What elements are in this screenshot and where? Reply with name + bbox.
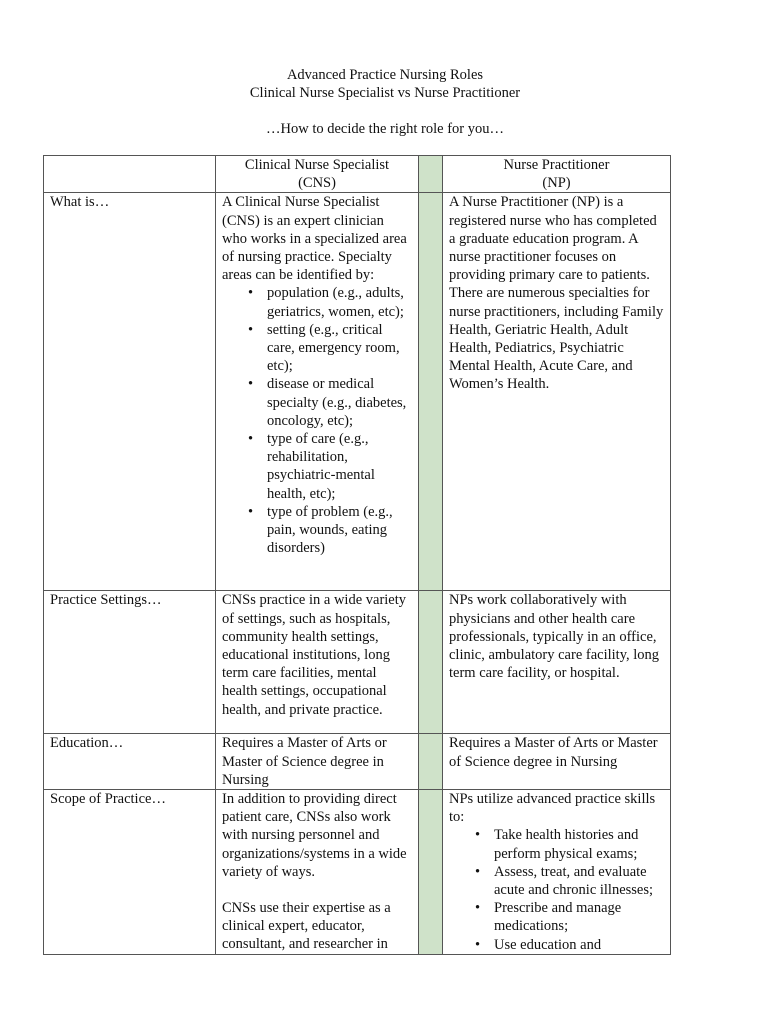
list-item: • Prescribe and manage medications; [494,899,664,935]
comparison-table [43,155,671,955]
header-empty-cell [44,156,216,193]
row-label: What is… [44,193,216,591]
green-divider-column [419,591,443,734]
np-text: NPs utilize advanced practice skills to: [449,791,656,826]
green-divider-column [419,156,443,193]
header-cns [216,156,419,193]
cns-bullet-list [222,284,412,557]
np-cell: NPs work collaboratively with physicians and other health care professionals, typically in an office, clinic, ambulatory care facility, long term care facility, or hospital. [443,591,671,734]
np-bullet-list [449,826,664,953]
np-cell [443,790,671,955]
row-label: Practice Settings… [44,591,216,734]
cns-cell: CNSs practice in a wide variety of settings, such as hospitals, community health settings, educational institutions, long term care facilities, mental health settings, occupational health, and private practice. [216,591,419,734]
header-np-abbr: (NP) [542,175,571,192]
green-divider-column [419,734,443,790]
list-item: • Use education and [494,936,664,954]
header-cns-label: Clinical Nurse Specialist [244,157,390,173]
list-item: • disease or medical specialty (e.g., diabetes, oncology, etc); [267,375,412,430]
cns-cell [216,193,419,591]
list-item: • Take health histories and perform physical exams; [494,826,664,862]
list-item: • setting (e.g., critical care, emergency room, etc); [267,321,412,376]
header-cns-abbr: (CNS) [298,175,336,192]
document-title: Advanced Practice Nursing Roles [286,67,484,83]
table-row [44,193,671,591]
cns-text: CNSs use their expertise as a clinical expert, educator, consultant, and researcher in [222,900,391,953]
table-row [44,790,671,955]
green-divider-column [419,790,443,955]
green-divider-column [419,193,443,591]
cns-cell: Requires a Master of Arts or Master of Science degree in Nursing [216,734,419,790]
np-cell: A Nurse Practitioner (NP) is a registered nurse who has completed a graduate education program. A nurse practitioner focuses on providing primary care to patients. There are numerous specialties for nurse practitioners, including Family Health, Geriatric Health, Adult Health, Pediatrics, Psychiatric Mental Health, Acute Care, and Women’s Health. [443,193,671,591]
cns-cell [216,790,419,955]
row-label: Education… [44,734,216,790]
cns-text: A Clinical Nurse Specialist (CNS) is an expert clinician who works in a specialized area of nursing practice. Specialty areas can be identified by: [222,194,407,284]
header-np [443,156,671,193]
list-item: • population (e.g., adults, geriatrics, women, etc); [267,284,412,320]
list-item: • type of care (e.g., rehabilitation, psychiatric-mental health, etc); [267,430,412,503]
list-item: • Assess, treat, and evaluate acute and chronic illnesses; [494,863,664,899]
table-row [44,591,671,734]
table-header-row [44,156,671,193]
np-cell: Requires a Master of Arts or Master of Science degree in Nursing [443,734,671,790]
document-subtitle: Clinical Nurse Specialist vs Nurse Practitioner [249,85,521,101]
list-item: • type of problem (e.g., pain, wounds, eating disorders) [267,503,412,558]
header-np-label: Nurse Practitioner [503,157,610,173]
table-row [44,734,671,790]
document-tagline: …How to decide the right role for you… [266,121,504,137]
cns-text: In addition to providing direct patient care, CNSs also work with nursing personnel and organizations/systems in a wide variety of ways. [222,791,407,880]
row-label: Scope of Practice… [44,790,216,955]
